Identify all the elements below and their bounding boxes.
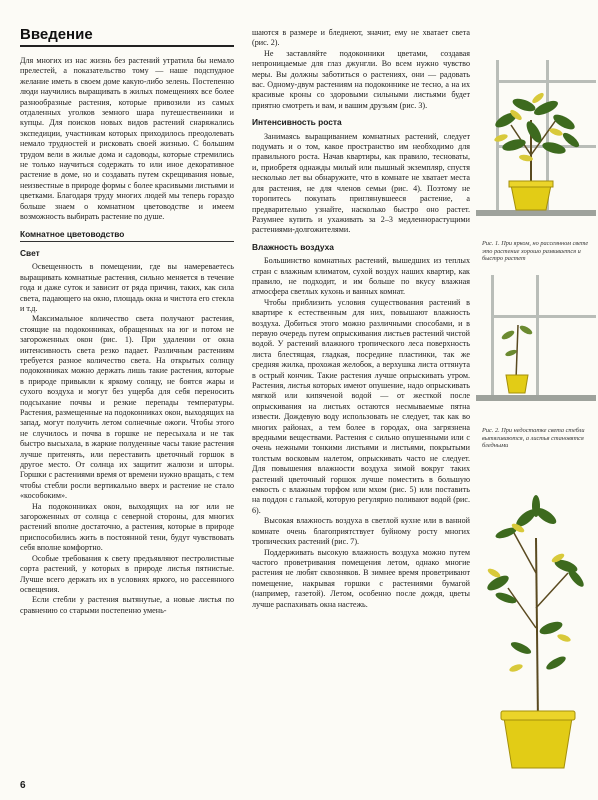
light-paragraph-2: Максимальное количество света получают растения, стоящие на подоконниках, обращенных на юг и потом не загороженных окон (рис. 1). При удалении от окна интенсивность света резко падает. Различным растениям требуется разное количество света. На открытых солнцу подоконниках можно держать лишь такие растения, которые в природе привыкли к яркому солнцу, не боятся жары и сухого воздуха и могут без ущерба для себя переносить подсыхание почвы и резкие перепады температуры. Растения, размещенные на подоконниках окон, выходящих на запад, могут получить летом солнечные ожоги. Чтобы этого не случилось и почва в горшке не пересыхала и не так быстро высыхала, в жаркие полуденные часы такие растения лучше притенять, или переставить цветочный горшок в другое место. От солнца их защитит жалюзи и шторы. Горшки с растениями время от времени нужно вращать, с тем чтобы стебли росли вертикально вверх и растение не стало «кособоким».	[20, 314, 234, 501]
humidity-paragraph-4: Поддерживать высокую влажность воздуха можно путем частого проветривания помещения летом, однако многие растения не любят сквозняков. В зимнее время проветривают помещение, накрывая горшки с растениями бумагой (например, газетой). Летом, особенно после дождя, цветы лучше распахивать окна настежь.	[252, 547, 470, 609]
figure-1-caption: Рис. 1. При ярком, но рассеянном свете это растение хорошо развивается и быстро растет	[482, 240, 589, 263]
light-paragraph-4: Особые требования к свету предъявляют пестролистные сорта растений, у которых в природе листья пятнистые. Лучше всего держать их в условиях яркого, но рассеянного освещения.	[20, 553, 234, 594]
humidity-paragraph-1: Большинство комнатных растений, вышедших из теплых стран с влажным климатом, сухой воздух наших квартир, как правило, не подходит, и им больше по вкусу влажная атмосфера светлых кухонь и ванных комнат.	[252, 256, 470, 297]
humidity-heading: Влажность воздуха	[252, 241, 334, 252]
plant-illustration-2	[476, 275, 596, 425]
window-paragraph: Не заставляйте подоконники цветами, создавая непроницаемые для глаз джунгли. Во всем нужно чувство меры. Вы должны заботиться о растениях, они — радовать вас. Одному-двум растениям на подоконнике не тесно, а на их красивые кроны со здоровыми сильными листьями будет приятно смотреть и вам, и вашим друзьям (рис. 3).	[252, 48, 470, 110]
section-heading: Комнатное цветоводство	[20, 229, 234, 242]
growth-paragraph: Занимаясь выращиванием комнатных растений, следует подумать и о том, какое пространство им необходимо для правильного роста. Начав квартиры, как правило, тесноваты, и, приобретя однажды милый или пышный экземпляр, спустя несколько лет вы обнаружите, что в комнате не хватает места для растения, не для членов семьи (рис. 4). Поэтому не торопитесь покупать приглянувшееся растение, а предварительно узнайте, насколько быстро оно растет. Разумнее купить и ухаживать за 2–3 медленнорастущими растениями-долгожителями.	[252, 131, 470, 235]
page-title: Введение	[20, 26, 93, 43]
page-number: 6	[20, 780, 26, 791]
intro-paragraph: Для многих из нас жизнь без растений утратила бы немало прелестей, а показательство тому — наше подспудное желание иметь в своем доме какую-либо зелень. Постепенно люди научились выращивать в жилых помещениях все более разнообразные растения, которые привозили из самых отдаленных уголков земного шара путешественники и купцы. Для поисков новых видов растений снаряжались экспедиции, участникам которых приходилось преодолевать немало трудностей и рисковать своей жизнью. С большим трудом вели в жилые дома и садоводы, которые стремились не только научиться содержать то или иное декоративное растение в доме, но и создавать путем скрещивания новые, неизвестные в природе формы с более красивыми листьями и цветками. Благодаря труду многих людей мы теперь гораздо больше знаем о комнатном цветоводстве и имеем возможность выбирать растение по душе.	[20, 56, 234, 222]
continued-paragraph: шаются в размере и бледнеют, значит, ему не хватает света (рис. 2).	[252, 28, 470, 48]
light-paragraph-5: Если стебли у растения вытянутые, а новые листья по сравнению со старыми постепенно умень-	[20, 595, 234, 615]
figure-2-caption: Рис. 2. При недостатке света стебли вытягиваются, а листья становятся бледными	[482, 427, 585, 450]
humidity-paragraph-3: Высокая влажность воздуха в светлой кухне или в ванной комнате очень благоприятствует буйному росту многих тропических растений (рис. 7).	[252, 516, 470, 547]
column-left	[20, 56, 234, 616]
light-paragraph-3: На подоконниках окон, выходящих на юг или не загороженных от солнца с северной стороны, для многих растений вполне достаточно, а растения, которые в природе приспособились жить в постоянной тени, будут чувствовать себя вполне комфортно.	[20, 501, 234, 553]
plant-illustration-1	[476, 60, 596, 235]
light-heading: Свет	[20, 247, 40, 258]
growth-heading: Интенсивность роста	[252, 117, 342, 128]
humidity-paragraph-2: Чтобы приблизить условия существования растений в квартире к естественным для них, повышают влажность воздуха. Добиться этого можно различными способами, и в первую очередь путем опрыскивания листьев растений чистой водой. У растений влажного тропического леса поверхность листа блестящая, гладкая, посредине пластинки, так же средняя жилка, прохожая желобок, а верхушка листа оттянута в острый кончик. Такие растения лучше опрыскивать утром. Растения, листья которых имеют опушение, надо опрыскивать мягкой или кипяченой водой — от жесткой после опрыскивания на листьях остаются несмываемые пятна извести. Дождевую воду использовать не следует, так как во многих районах, а тем более в городах, она загрязнена вредными веществами. Растения с сильно опушенными или с очень нежными тонкими листьями и листьями, покрытыми толстым восковым налетом, опрыскивать часто не следует. Для повышения влажности воздуха зимой вокруг таких растений цветочный горшок лучше поместить в большую емкость с влажным торфом или мхом (рис. 5) или поставить на поддон с галькой, которую регулярно поливают водой (рис. 6).	[252, 297, 470, 515]
light-paragraph-1: Освещенность в помещении, где вы намереваетесь выращивать комнатные растения, сильно меняется в течение года и даже суток и зависит от ряда причин, таких, как сила света, падающего на окно, площадь окна и чистота его стекла и т.д.	[20, 262, 234, 313]
plant-illustration-3	[476, 478, 596, 778]
column-right	[252, 28, 470, 610]
title-divider	[20, 45, 234, 47]
